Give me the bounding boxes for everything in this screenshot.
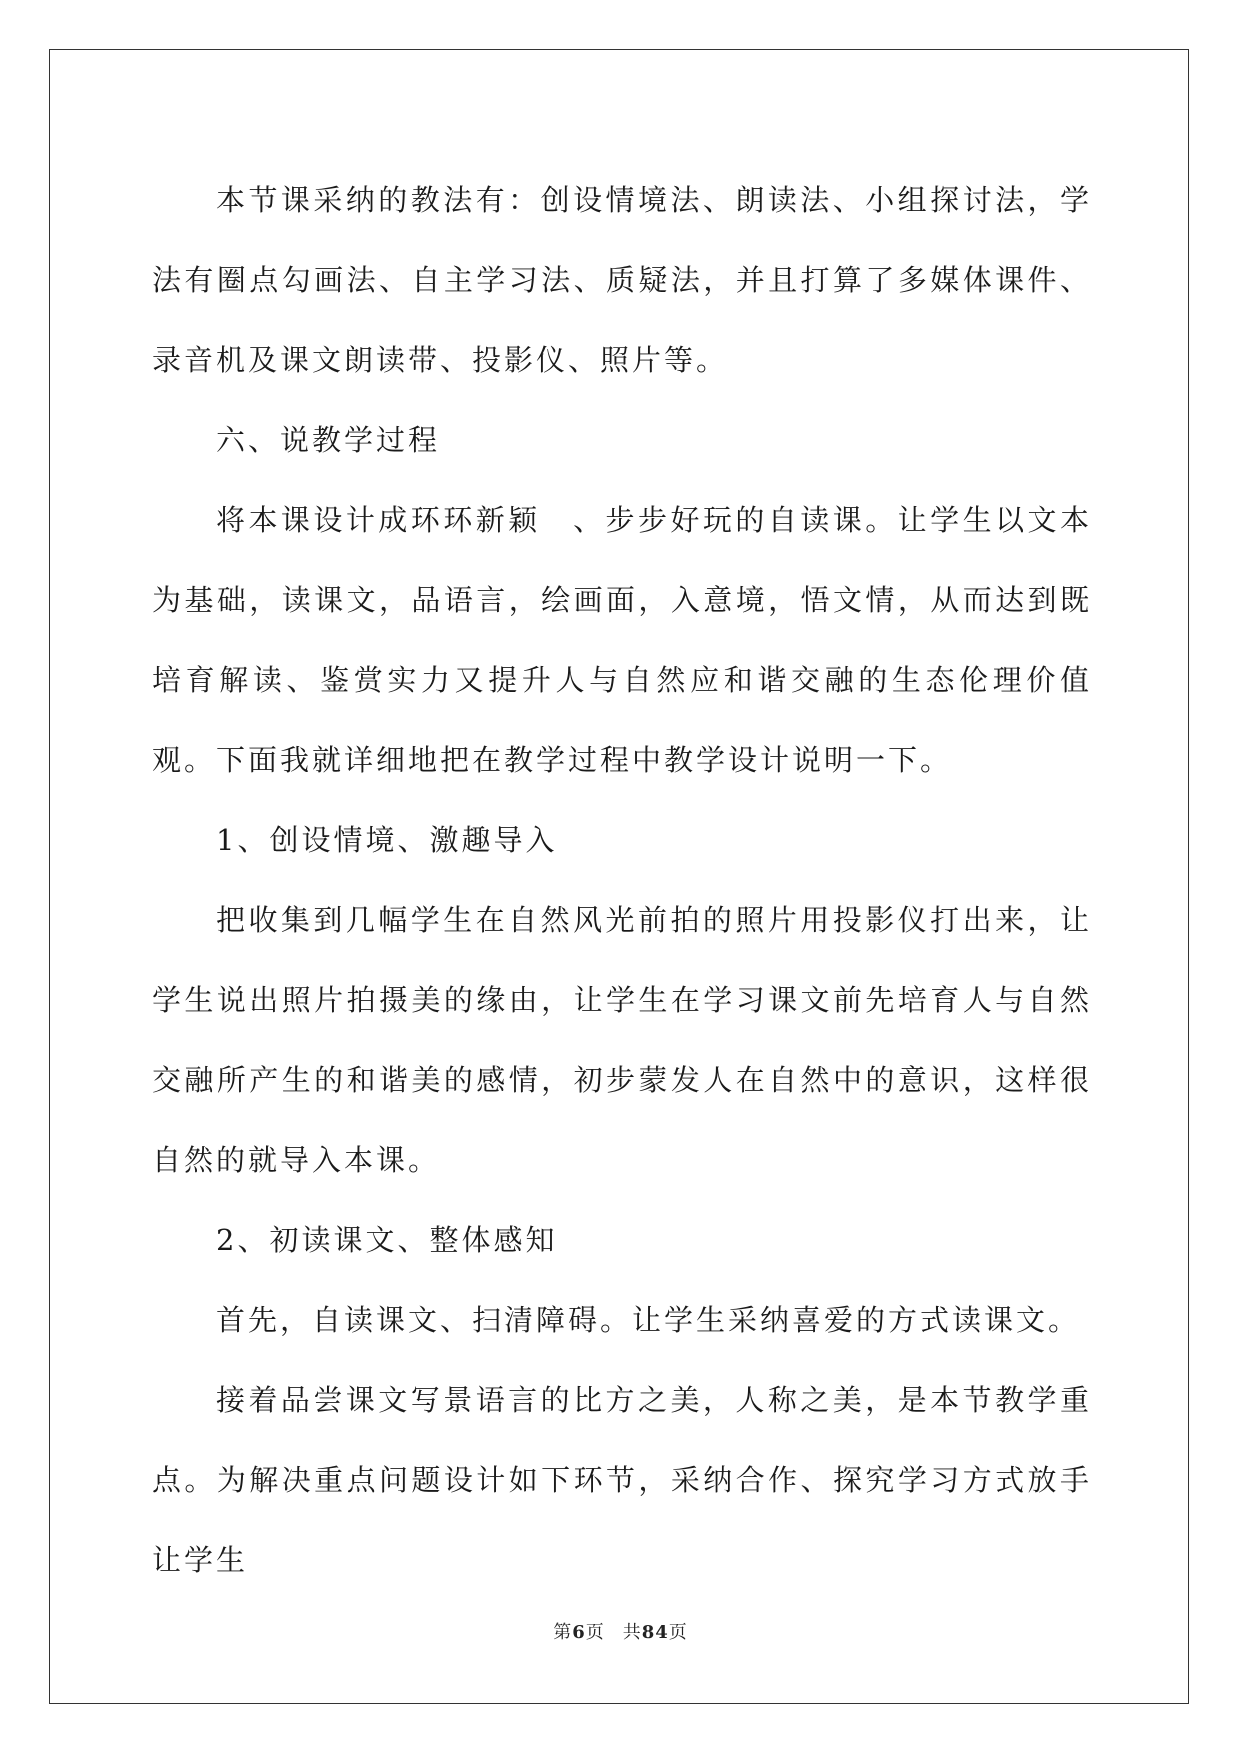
heading-step-1: 1、创设情境、激趣导入 bbox=[216, 823, 558, 857]
paragraph-language-appreciation: 接着品尝课文写景语言的比方之美，人称之美，是本节教学重点。为解决重点问题设计如下环节，采纳合作、探究学习方式放手让学生 bbox=[152, 1383, 1092, 1577]
paragraph-self-reading: 首先，自读课文、扫清障碍。让学生采纳喜爱的方式读课文。 bbox=[216, 1303, 1081, 1337]
heading-teaching-process: 六、说教学过程 bbox=[216, 423, 441, 457]
paragraph-step-1: 把收集到几幅学生在自然风光前拍的照片用投影仪打出来，让学生说出照片拍摄美的缘由，让学生在学习课文前先培育人与自然交融所产生的和谐美的感情，初步蒙发人在自然中的意识，这样很自然的就导入本课。 bbox=[152, 903, 1092, 1177]
page-footer bbox=[0, 1618, 1241, 1644]
document-body bbox=[152, 160, 1092, 1600]
footer-total-prefix: 共 bbox=[622, 1622, 642, 1643]
footer-prefix: 第 bbox=[553, 1622, 573, 1643]
heading-step-2: 2、初读课文、整体感知 bbox=[216, 1223, 558, 1257]
paragraph-course-design: 将本课设计成环环新颖 、步步好玩的自读课。让学生以文本为基础，读课文，品语言，绘画面，入意境，悟文情，从而达到既培育解读、鉴赏实力又提升人与自然应和谐交融的生态伦理价值观。下面我就详细地把在教学过程中教学设计说明一下。 bbox=[152, 503, 1092, 777]
paragraph-teaching-methods: 本节课采纳的教法有：创设情境法、朗读法、小组探讨法，学法有圈点勾画法、自主学习法、质疑法，并且打算了多媒体课件、录音机及课文朗读带、投影仪、照片等。 bbox=[152, 183, 1092, 377]
total-pages: 84 bbox=[641, 1622, 669, 1643]
footer-total-suffix: 页 bbox=[668, 1622, 688, 1643]
page-number: 6 bbox=[572, 1622, 586, 1643]
footer-page-suffix: 页 bbox=[585, 1622, 605, 1643]
